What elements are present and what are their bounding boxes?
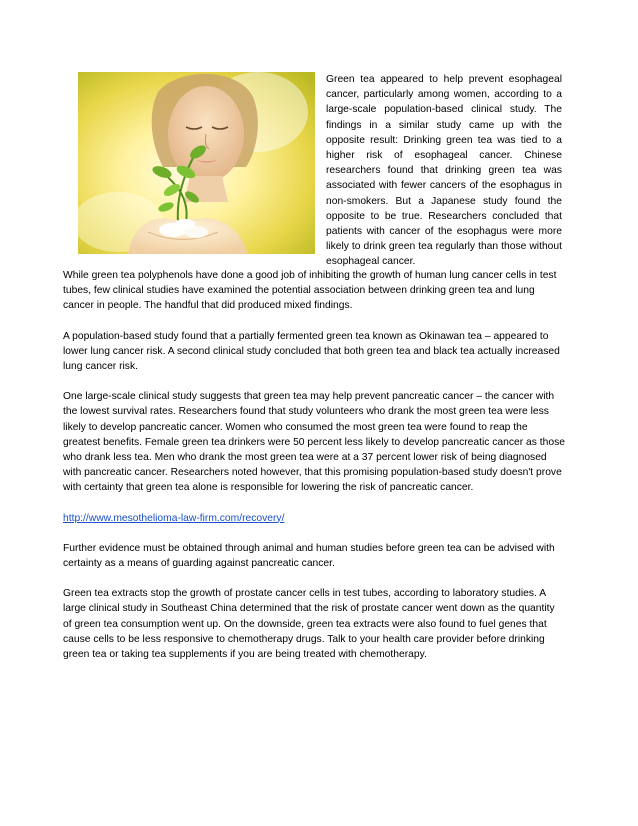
link-paragraph [63, 511, 565, 526]
paragraph-okinawan-tea: A population-based study found that a partially fermented green tea known as Okinawan tea – appeared to lower lung cancer risk. A second clinical study concluded that both green tea and black tea actually increased lung cancer risk. [63, 330, 560, 373]
paragraph-pancreatic-cancer: One large-scale clinical study suggests that green tea may help prevent pancreatic cancer – the cancer with the lowest survival rates. Researchers found that study volunteers who drank the most green tea were less likely to develop pancreatic cancer. Women who consumed the most green tea were found to reap the greatest benefits. Female green tea drinkers were 50 percent less likely to develop pancreatic cancer as those who drank less tea. Men who drank the most green tea were at a 37 percent lower risk of being diagnosed with pancreatic cancer. Researchers noted however, that this promising population-based study doesn't prove with certainty that green tea alone is responsible for lowering the risk of pancreatic cancer. [63, 391, 565, 494]
paragraph-prostate-cancer: Green tea extracts stop the growth of prostate cancer cells in test tubes, according to laboratory studies. A large clinical study in Southeast China determined that the risk of prostate cancer went down as the quantity of green tea consumption went up. On the downside, green tea extracts were also found to fuel genes that cause cells to be less responsive to chemotherapy drugs. Talk to your health care provider before drinking green tea or taking tea supplements if you are being treated with chemotherapy. [63, 588, 555, 661]
photo-illustration [78, 72, 315, 254]
mesothelioma-recovery-link[interactable]: http://www.mesothelioma-law-firm.com/recovery/ [63, 512, 285, 524]
paragraph-lung-cancer: While green tea polyphenols have done a good job of inhibiting the growth of human lung cancer cells in test tubes, few clinical studies have examined the potential association between drinking green tea and lung cancer in people. The handful that did produced mixed findings. [63, 270, 557, 312]
intro-paragraph: Green tea appeared to help prevent esophageal cancer, particularly among women, according to a large-scale population-based clinical study. The findings in a similar study came up with the opposite result: Drinking green tea was tied to a higher risk of esophageal cancer. Chinese researchers found that drinking green tea was associated with fewer cancers of the esophagus in non-smokers. But a Japanese study found the opposite to be true. Researchers concluded that patients with cancer of the esophagus were more likely to drink green tea regularly than those without esophageal cancer. [326, 74, 562, 268]
paragraph-further-evidence: Further evidence must be obtained through animal and human studies before green tea can be advised with certainty as a means of guarding against pancreatic cancer. [63, 542, 555, 570]
article-body [63, 268, 565, 677]
woman-with-seedling-photo [78, 72, 315, 254]
